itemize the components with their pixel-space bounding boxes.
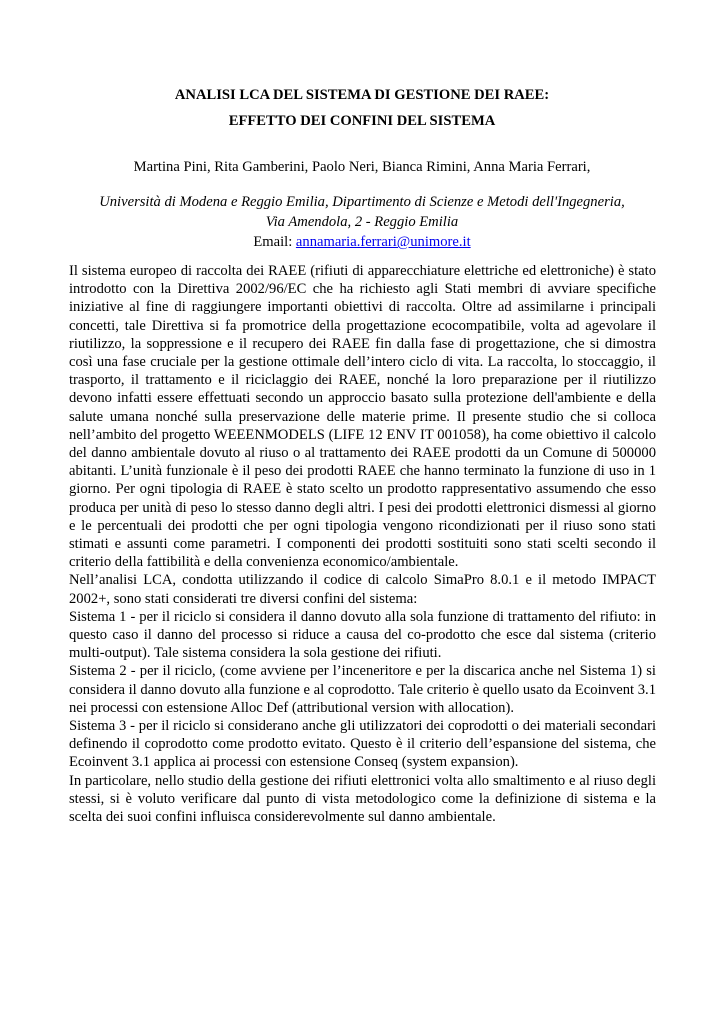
paper-title-line-2: EFFETTO DEI CONFINI DEL SISTEMA [228,113,496,129]
affiliation-line-1: Università di Modena e Reggio Emilia, Dipartimento di Scienze e Metodi dell'Ingegneria, [99,194,625,210]
author-list: Martina Pini, Rita Gamberini, Paolo Neri, Bianca Rimini, Anna Maria Ferrari, [133,159,591,175]
body-paragraph-6: In particolare, nello studio della gestione dei rifiuti elettronici volta allo smaltimento e al riuso degli stessi, si è voluto verificare dal punto di vista metodologico come la definizione di sistema e la scelta dei suoi confini influisca considerevolmente sul danno ambientale. [69,772,656,826]
affiliation-block [69,192,655,252]
body-paragraph-5: Sistema 3 - per il riciclo si considerano anche gli utilizzatori dei coprodotti o dei materiali secondari definendo il coprodotto come prodotto evitato. Questo è il criterio dell’espansione del sistema, che Ecoinvent 3.1 applica ai processi con estensione Conseq (system expansion). [69,718,656,771]
email-line [253,234,470,250]
body-paragraph-3: Sistema 1 - per il riciclo si considera il danno dovuto alla sola funzione di trattamento del rifiuto: in questo caso il danno del processo si riduce a causa del co-prodotto che esce dal sistema (criterio multi-output). Tale sistema considera la sola gestione dei rifiuti. [69,608,656,662]
email-link[interactable]: annamaria.ferrari@unimore.it [295,234,471,250]
body-paragraph-4: Sistema 2 - per il riciclo, (come avviene per l’inceneritore e per la discarica anche nel Sistema 1) si considera il danno dovuto alla funzione e al coprodotto. Tale criterio è quello usato da Ecoinvent 3.1 nei processi con estensione Alloc Def (attributional version with allocation). [69,663,656,716]
email-label: Email: [253,234,296,250]
abstract-body [69,262,656,826]
body-paragraph-1: Il sistema europeo di raccolta dei RAEE (rifiuti di apparecchiature elettriche ed elettroniche) è stato introdotto con la Direttiva 2002/96/EC che ha richiesto agli Stati membri di avviare specifiche iniziative al fine di raggiungere importanti obiettivi di raccolta. Oltre ad assimilarne i principali concetti, tale Direttiva si fa promotrice della progettazione ecocompatibile, volta ad agevolare il riutilizzo, la soppressione e il recupero dei RAEE fin dalla fase di progettazione, che si dimostra così una fase cruciale per la gestione ottimale dell’intero ciclo di vita. La raccolta, lo stoccaggio, il trasporto, il trattamento e il riciclaggio dei RAEE, nonché la loro preparazione per il riutilizzo devono infatti essere effettuati secondo un approccio basato sulla protezione dell'ambiente e della salute umana nonché sulla preservazione delle materie prime. Il presente studio che si colloca nell’ambito del progetto WEEENMODELS (LIFE 12 ENV IT 001058), ha come obiettivo il calcolo del danno ambientale dovuto al riuso o al trattamento dei RAEE prodotti da un Comune di 500000 abitanti. L’unità funzionale è il peso dei prodotti RAEE che hanno terminato la funzione di uso in 1 giorno. Per ogni tipologia di RAEE è stato scelto un prodotto rappresentativo assumendo che esso produca per unità di peso lo stesso danno degli altri. I pesi dei prodotti elettronici dismessi al giorno e le percentuali dei prodotti che per ogni tipologia vengono ricondizionati per il riuso sono stati stimati e assunti come parametri. I componenti dei prodotti sostituiti sono stati scelti secondo il criterio della fattibilità e della convenienza economico/ambientale. [69,263,656,571]
body-paragraph-2: Nell’analisi LCA, condotta utilizzando il codice di calcolo SimaPro 8.0.1 e il metodo IMPACT 2002+, sono stati considerati tre diversi confini del sistema: [69,572,656,607]
affiliation-line-2: Via Amendola, 2 - Reggio Emilia [265,214,459,230]
paper-title-line-1: ANALISI LCA DEL SISTEMA DI GESTIONE DEI RAEE: [174,87,550,103]
